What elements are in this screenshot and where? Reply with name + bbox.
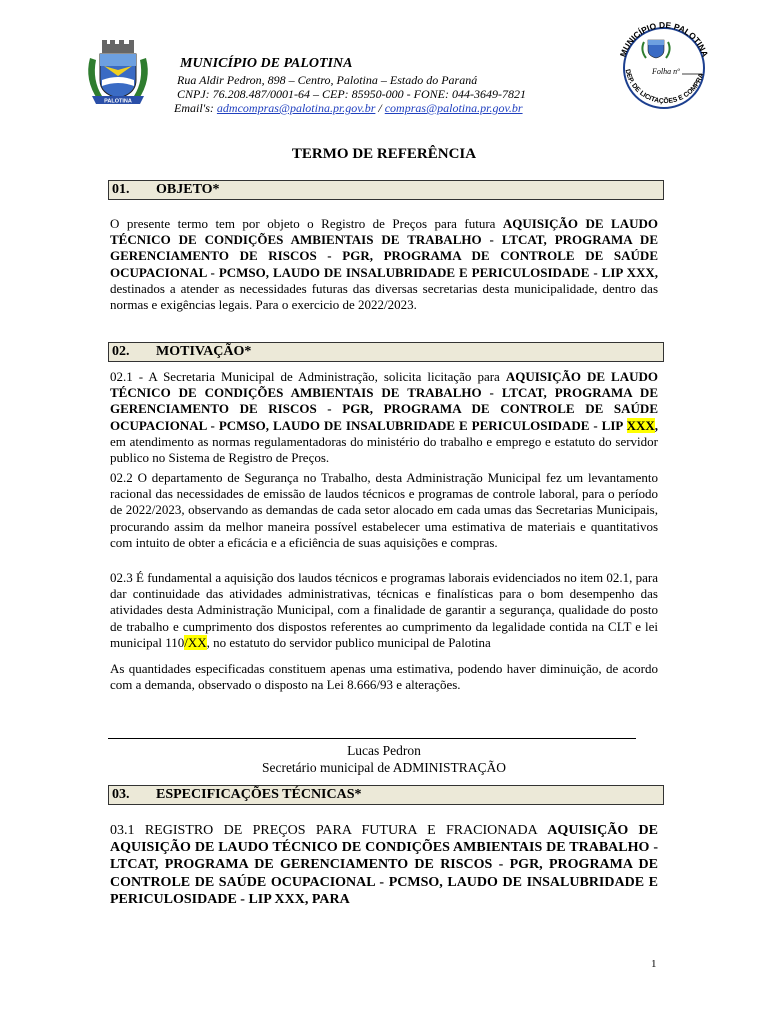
section-number: 02. [112,344,130,359]
p21-bold: AQUISIÇÃO DE LAUDO TÉCNICO DE CONDIÇÕES AMBIENTAIS DE TRABALHO - LTCAT, PROGRAMA DE GERENCIAMENTO DE RISCOS - PGR, PROGRAMA DE CONTROLE DE SAÚDE OCUPACIONAL - PCMSO, LAUDO DE INSALUBRIDADE E PERICULOSIDADE - LIP [110,369,658,433]
crest-ribbon-text: PALOTINA [104,98,132,105]
email-separator: / [375,101,385,115]
email-link-compras[interactable]: compras@palotina.pr.gov.br [384,101,523,115]
p23-intro: 02.3 É fundamental a aquisição dos laudos técnicos e programas laborais evidenciados no item 02.1, para dar continuidade das atividades administrativas, técnicas e finalísticas para o bom desempenho das atividades desta Administração Municipal, com a finalidade de garantir a segurança, qualidade do posto de trabalho e cumprimento dos dispostos referentes ao cumprimento da legalidade contida na CLT e lei municipal 110 [110,570,658,650]
document-title: TERMO DE REFERÊNCIA [291,146,477,162]
section-label: MOTIVAÇÃO* [156,344,252,359]
section-label: OBJETO* [156,182,220,197]
p21-highlight: XXX [626,417,655,433]
p21-comma: , [654,417,658,433]
signatory-name: Lucas Pedron [347,743,421,758]
licitacoes-seal-stamp [612,18,716,110]
email-link-admcompras[interactable]: admcompras@palotina.pr.gov.br [216,101,376,115]
section-label: ESPECIFICAÇÕES TÉCNICAS* [156,787,362,802]
seal-folha-label: Folha nº [652,67,680,76]
p21-intro: 02.1 - A Secretaria Municipal de Administração, solicita licitação para [110,369,506,384]
signatory-role: Secretário municipal de ADMINISTRAÇÃO [261,760,507,775]
section-header-objeto [108,180,664,200]
p31-bold: AQUISIÇÃO DE AQUISIÇÃO DE LAUDO TÉCNICO DE CONDIÇÕES AMBIENTAIS DE TRABALHO - LTCAT, PROGRAMA DE GERENCIAMENTO DE RISCOS - PGR, PROGRAMA DE CONTROLE DE SAÚDE OCUPACIONAL - PCMSO, LAUDO DE INSALUBRIDADE E PERICULOSIDADE - LIP XXX, PARA [110,823,659,907]
objeto-text-end: destinados a atender as necessidades futuras das diversas secretarias desta municipalidade, dentro das normas e exigências legais. Para o exercicio de 2022/2023. [110,280,658,313]
p23-highlight: /XX [184,634,207,650]
p31-intro: 03.1 REGISTRO DE PREÇOS PARA FUTURA E FRACIONADA [110,823,548,838]
motivacao-paragraph-2-2: 02.2 O departamento de Segurança no Trabalho, desta Administração Municipal fez um levantamento racional das necessidades de emissão de laudos técnicos e programas de controle laboral, para o período de 2022/2023, observando as demandas de cada setor alocado em cada umas das Secretarias Municipais, procurando assim da melhor maneira possível estabelecer uma estimativa de materiais e quantitativos com intuito de obter a eficácia e a eficiência de suas aquisições e compras. [110,470,658,550]
motivacao-paragraph-quantidades: As quantidades especificadas constituem apenas uma estimativa, podendo haver diminuição, de acordo com a demanda, observado o disposto na Lei 8.666/93 e alterações. [110,661,658,693]
objeto-text-bold: AQUISIÇÃO DE LAUDO TÉCNICO DE CONDIÇÕES AMBIENTAIS DE TRABALHO - LTCAT, PROGRAMA DE GERENCIAMENTO DE RISCOS - PGR, PROGRAMA DE CONTROLE DE SAÚDE OCUPACIONAL - PCMSO, LAUDO DE INSALUBRIDADE E PERICULOSIDADE - LIP XXX, [110,216,658,280]
motivacao-paragraph-2-3 [110,570,658,651]
section-number: 01. [112,182,130,197]
objeto-paragraph [110,216,658,313]
seal-top-text: MUNICÍPIO DE PALOTINA [617,19,711,59]
section-header-motivacao [108,342,664,362]
p21-end: em atendimento as normas regulamentadoras do ministério do trabalho e emprego e estatuto do servidor publico no Sistema de Registro de Preços. [110,433,658,466]
seal-bottom-text: DEP. DE LICITAÇÕES E COMPRA [623,68,706,106]
section-header-especificacoes [108,785,664,805]
section-number: 03. [112,787,130,802]
palotina-crest-logo [84,40,152,106]
objeto-text-intro: O presente termo tem por objeto o Registro de Preços para futura [110,216,503,231]
email-label: Email's: [174,101,214,115]
p23-end: , no estatuto do servidor publico municipal de Palotina [206,634,491,650]
motivacao-paragraph-2-1 [110,369,658,466]
email-line [174,101,523,116]
signature-line [108,738,636,739]
page-number: 1 [651,958,657,970]
municipality-cnpj: CNPJ: 76.208.487/0001-64 – CEP: 85950-000 - FONE: 044-3649-7821 [177,87,526,101]
municipality-name: MUNICÍPIO DE PALOTINA [180,56,353,71]
municipality-address: Rua Aldir Pedron, 898 – Centro, Palotina – Estado do Paraná [177,73,478,87]
especificacoes-paragraph-3-1 [110,822,658,908]
